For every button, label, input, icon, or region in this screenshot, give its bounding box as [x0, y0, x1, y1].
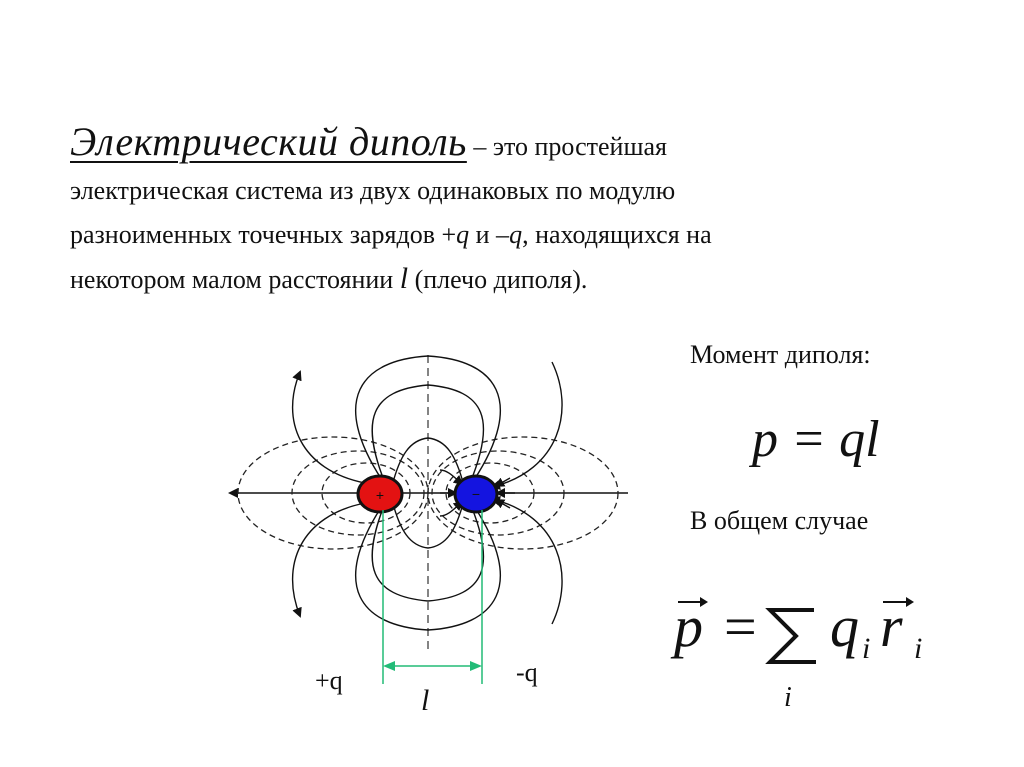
arm-length-label: l [421, 684, 430, 717]
radius-index: i [914, 632, 923, 665]
field-line-bottom-left-out [293, 503, 365, 616]
defined-term: Электрический диполь [70, 119, 467, 164]
general-case-label: В общем случае [690, 506, 869, 535]
arm-symbol: l [399, 262, 409, 295]
definition-line-1-rest: – это простейшая [466, 132, 667, 161]
sum-index: i [784, 682, 792, 713]
line3-part-c: , находящихся на [522, 220, 712, 249]
line4-part-b: (плечо диполя). [408, 265, 588, 294]
vector-p: p [674, 594, 703, 659]
moment-label: Момент диполя: [690, 340, 871, 369]
charge-index: i [862, 632, 871, 665]
line3-part-a: разноименных точечных зарядов + [70, 220, 457, 249]
charge-symbol-plus: q [456, 220, 470, 249]
minus-sign: − [471, 486, 481, 502]
negative-charge-label: -q [516, 658, 538, 687]
line3-part-b: и – [469, 220, 510, 249]
field-line-top-left-out [293, 372, 365, 483]
charge-symbol-minus: q [509, 220, 523, 249]
field-line-bottom-right-in [492, 499, 562, 624]
equals-sign: = [724, 594, 757, 659]
moment-formula: p = ql [752, 411, 880, 468]
vector-r: r [880, 594, 903, 659]
arm-arrowhead-left [383, 661, 395, 671]
positive-charge-label: +q [315, 666, 343, 695]
arm-arrowhead-right [470, 661, 482, 671]
plus-sign: + [375, 487, 385, 503]
line4-part-a: некотором малом расстоянии [70, 265, 400, 294]
arm-marker [383, 510, 482, 684]
definition-line-2: электрическая система из двух одинаковых по модулю [70, 176, 676, 205]
charge-q: q [830, 594, 859, 659]
